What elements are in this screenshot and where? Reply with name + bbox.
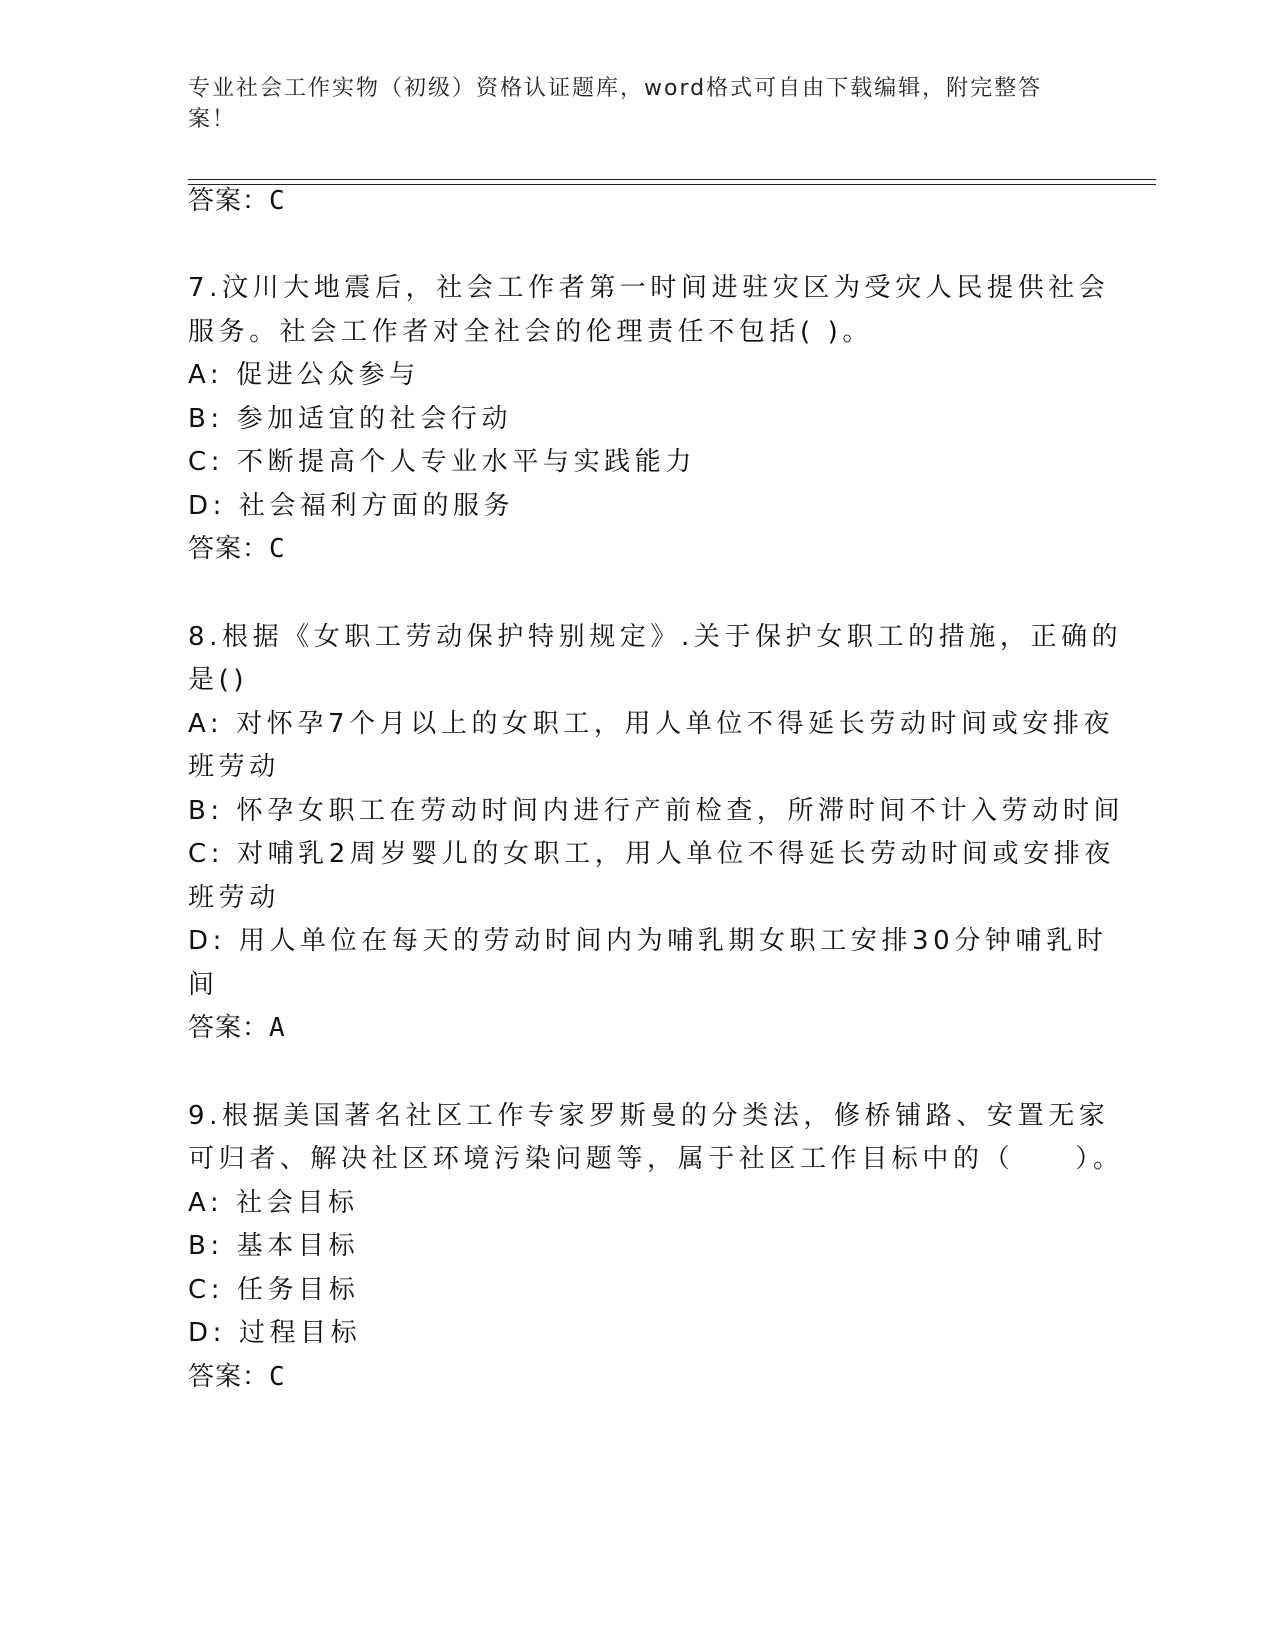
answer-label: 答案：	[188, 1013, 270, 1043]
page-header	[188, 73, 1068, 135]
question-7-option-d: D: 社会福利方面的服务	[188, 491, 515, 521]
question-9-stem-line-1: 9.根据美国著名社区工作专家罗斯曼的分类法，修桥铺路、安置无家	[188, 1101, 1110, 1131]
answer-value: C	[269, 1362, 286, 1392]
question-8-option-c-line-2: 班劳动	[188, 883, 280, 913]
answer-value: C	[269, 186, 286, 216]
question-7-stem-line-2: 服务。社会工作者对全社会的伦理责任不包括( )。	[188, 317, 873, 347]
question-8-option-a-line-1: A: 对怀孕7个月以上的女职工，用人单位不得延长劳动时间或安排夜	[188, 709, 1115, 739]
question-8-option-d-line-2: 间	[188, 970, 219, 1000]
header-line-2: 案！	[188, 107, 237, 132]
question-7-answer	[188, 526, 1078, 572]
question-9-option-a: A: 社会目标	[188, 1188, 359, 1218]
answer-value: C	[269, 534, 286, 564]
answer-value: A	[269, 1013, 286, 1043]
question-7-option-c: C: 不断提高个人专业水平与实践能力	[188, 447, 696, 477]
question-8-option-d-line-1: D: 用人单位在每天的劳动时间内为哺乳期女职工安排30分钟哺乳时	[188, 926, 1108, 956]
answer-label: 答案：	[188, 1362, 270, 1392]
header-line-1: 专业社会工作实物（初级）资格认证题库，word格式可自由下载编辑，附完整答	[188, 76, 1043, 101]
question-8-answer	[188, 1005, 1078, 1051]
answer-label: 答案：	[188, 186, 270, 216]
question-9-option-b: B: 基本目标	[188, 1231, 360, 1261]
question-8-option-a-line-2: 班劳动	[188, 752, 280, 782]
question-9-stem-line-2: 可归者、解决社区环境污染问题等，属于社区工作目标中的（ ）。	[188, 1144, 1124, 1174]
answer-label: 答案：	[188, 534, 270, 564]
question-8-option-c-line-1: C: 对哺乳2周岁婴儿的女职工，用人单位不得延长劳动时间或安排夜	[188, 839, 1115, 869]
question-8-stem-line-1: 8.根据《女职工劳动保护特别规定》.关于保护女职工的措施，正确的	[188, 622, 1123, 652]
question-7-option-a: A: 促进公众参与	[188, 360, 420, 390]
question-8-stem-line-2: 是()	[188, 665, 249, 695]
question-9-answer	[188, 1354, 1078, 1400]
question-7-stem-line-1: 7.汶川大地震后，社会工作者第一时间进驻灾区为受灾人民提供社会	[188, 273, 1110, 303]
question-8-option-b: B: 怀孕女职工在劳动时间内进行产前检查，所滞时间不计入劳动时间	[188, 796, 1125, 826]
question-9-option-d: D: 过程目标	[188, 1318, 362, 1348]
answer-line	[188, 178, 1078, 224]
question-7-option-b: B: 参加适宜的社会行动	[188, 404, 513, 434]
question-9-option-c: C: 任务目标	[188, 1275, 360, 1305]
